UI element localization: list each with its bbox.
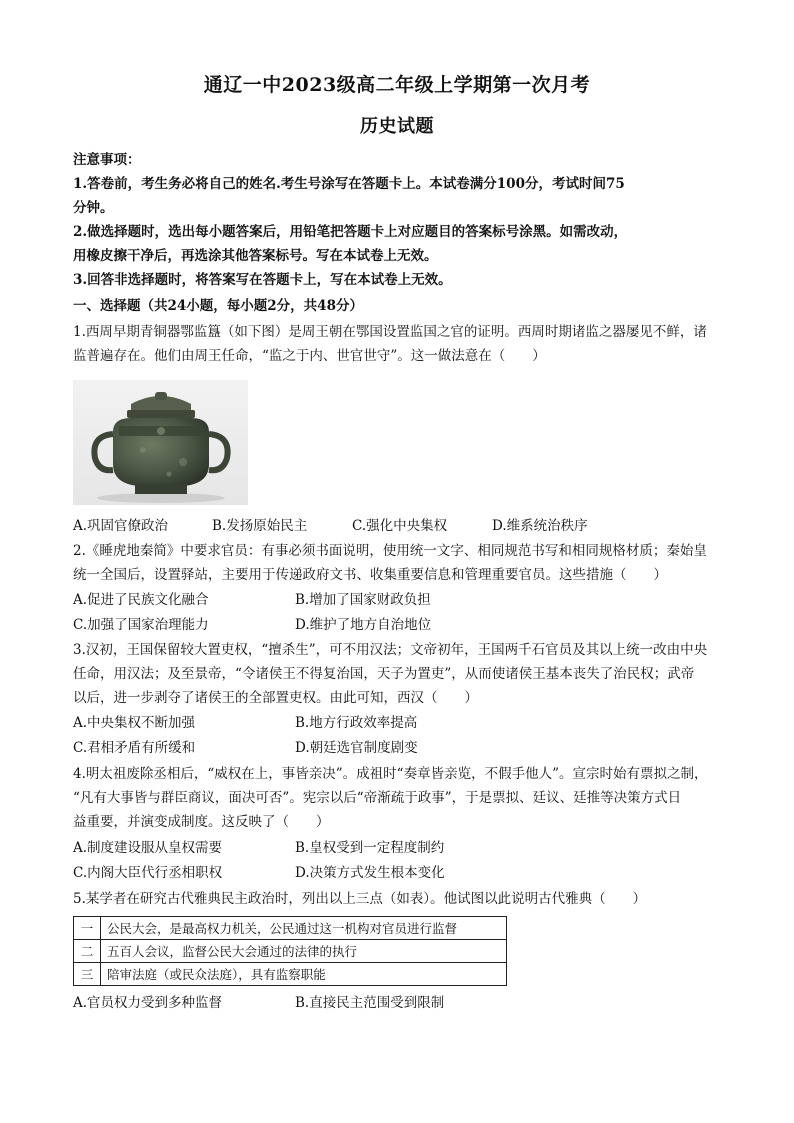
q5-option-b: B.直接民主范围受到限制 [295, 995, 445, 1011]
question-4-text: “凡有大事皆与群臣商议，面决可否”。宪宗以后“帝渐疏于政事”，于是票拟、廷议、廷推等决策方式日 [73, 790, 682, 806]
bronze-gui-vessel-image [73, 380, 248, 505]
exam-subtitle: 历史试题 [360, 116, 434, 137]
q3-option-d: D.朝廷选官制度剧变 [295, 740, 418, 756]
note-line: 用橡皮擦干净后，再选涂其他答案标号。写在本试卷上无效。 [73, 248, 438, 264]
q2-option-b: B.增加了国家财政负担 [295, 592, 431, 608]
table-cell-num: 一 [74, 917, 101, 940]
q4-option-b: B.皇权受到一定程度制约 [295, 840, 445, 856]
q4-option-c: C.内阁大臣代行丞相职权 [73, 865, 223, 881]
note-line: 3.回答非选择题时，将答案写在答题卡上，写在本试卷上无效。 [73, 272, 452, 288]
table-row [74, 917, 507, 940]
question-5-text: 5.某学者在研究古代雅典民主政治时，列出以上三点（如表）。他试图以此说明古代雅典（ ） [73, 891, 647, 907]
note-line: 2.做选择题时，选出每小题答案后，用铅笔把答题卡上对应题目的答案标号涂黑。如需改动， [73, 224, 628, 240]
note-line: 1.答卷前，考生务必将自己的姓名.考生号涂写在答题卡上。本试卷满分100分，考试时间75 [73, 176, 625, 192]
question-2-text: 2.《睡虎地秦简》中要求官员：有事必须书面说明，使用统一文字、相同规范书写和相同规格材质；秦始皇 [73, 543, 707, 559]
table-cell-text: 公民大会，是最高权力机关，公民通过这一机构对官员进行监督 [101, 917, 507, 940]
q3-option-a: A.中央集权不断加强 [73, 715, 196, 731]
question-4-text: 4.明太祖废除丞相后，“威权在上，事皆亲决”。成祖时“奏章皆亲览，不假手他人”。宣宗时始有票拟之制， [73, 766, 708, 782]
q3-option-b: B.地方行政效率提高 [295, 715, 418, 731]
q1-option-a: A.巩固官僚政治 [73, 518, 169, 534]
table-cell-num: 三 [74, 963, 101, 986]
table-row [74, 940, 507, 963]
notes-heading: 注意事项： [73, 152, 141, 168]
q1-option-c: C.强化中央集权 [352, 518, 448, 534]
q2-option-a: A.促进了民族文化融合 [73, 592, 209, 608]
question-1-text: 监普遍存在。他们由周王任命，“监之于内、世官世守”。这一做法意在（ ） [73, 348, 546, 364]
question-3-text: 3.汉初，王国保留较大置吏权，“擅杀生”，可不用汉法；文帝初年，王国两千石官员及其以上统一改由中央 [73, 642, 708, 658]
q5-table [73, 916, 507, 986]
table-cell-num: 二 [74, 940, 101, 963]
table-row [74, 963, 507, 986]
q2-option-d: D.维护了地方自治地位 [295, 617, 432, 633]
q4-option-a: A.制度建设服从皇权需要 [73, 840, 223, 856]
question-2-text: 统一全国后，设置驿站，主要用于传递政府文书、收集重要信息和管理重要官员。这些措施（ ） [73, 567, 667, 583]
q1-option-d: D.维系统治秩序 [492, 518, 588, 534]
table-cell-text: 五百人会议，监督公民大会通过的法律的执行 [101, 940, 507, 963]
question-3-text: 以后，进一步剥夺了诸侯王的全部置吏权。由此可知，西汉（ ） [73, 690, 478, 706]
question-4-text: 益重要，并演变成制度。这反映了（ ） [73, 814, 330, 830]
q1-option-b: B.发扬原始民主 [212, 518, 308, 534]
section-heading: 一、选择题（共24小题，每小题2分，共48分） [73, 298, 363, 314]
question-3-text: 任命，用汉法；及至景帝，“令诸侯王不得复治国，天子为置吏”，从而使诸侯王基本丧失了治民权；武帝 [73, 666, 695, 682]
q2-option-c: C.加强了国家治理能力 [73, 617, 209, 633]
q3-option-c: C.君相矛盾有所缓和 [73, 740, 196, 756]
q5-option-a: A.官员权力受到多种监督 [73, 995, 223, 1011]
table-cell-text: 陪审法庭（或民众法庭），具有监察职能 [101, 963, 507, 986]
q4-option-d: D.决策方式发生根本变化 [295, 865, 445, 881]
question-1-text: 1.西周早期青铜器鄂监簋（如下图）是周王朝在鄂国设置监国之官的证明。西周时期诸监之器屡见不鲜，诸 [73, 324, 707, 340]
note-line: 分钟。 [73, 200, 114, 216]
bronze-vessel-icon [73, 380, 248, 505]
exam-title: 通辽一中2023级高二年级上学期第一次月考 [203, 74, 591, 96]
